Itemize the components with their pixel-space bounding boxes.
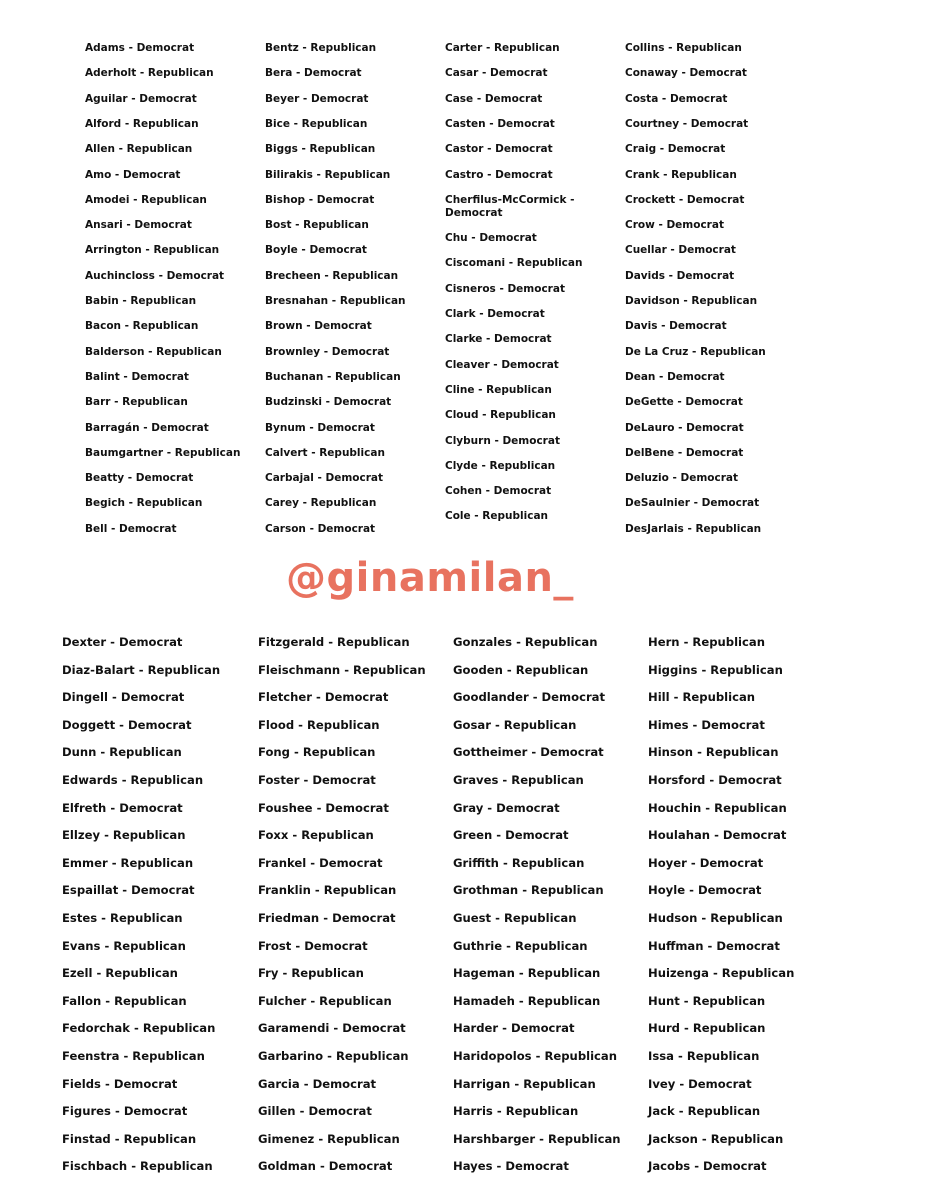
- list-item: Babin - Republican: [85, 295, 197, 307]
- list-item: DelBene - Democrat: [625, 446, 744, 459]
- list-item: Foster - Democrat: [258, 773, 376, 787]
- list-item: Craig - Democrat: [625, 143, 726, 156]
- list-item: Estes - Republican: [62, 911, 183, 925]
- list-item: Barr - Republican: [85, 396, 188, 409]
- list-item: Gottheimer - Democrat: [453, 745, 604, 760]
- list-item: Jackson - Republican: [648, 1131, 784, 1146]
- list-item: Ezell - Republican: [62, 966, 178, 981]
- list-item: Jacobs - Democrat: [648, 1159, 767, 1174]
- list-item: Emmer - Republican: [62, 855, 194, 870]
- list-item: Horsford - Democrat: [648, 773, 782, 787]
- list-item: Clarke - Democrat: [445, 333, 552, 346]
- list-item: Beyer - Democrat: [265, 92, 369, 105]
- list-item: Cherfilus-McCormick -: [445, 193, 575, 206]
- list-item: Evans - Republican: [62, 938, 186, 953]
- list-item: Budzinski - Democrat: [265, 396, 392, 409]
- list-item: Garbarino - Republican: [258, 1049, 409, 1063]
- list-item: Davids - Democrat: [625, 269, 735, 282]
- list-item: Cole - Republican: [445, 510, 549, 523]
- list-item: Huizenga - Republican: [648, 966, 795, 981]
- list-item: Cohen - Democrat: [445, 485, 552, 498]
- list-item: Clyde - Republican: [445, 459, 556, 472]
- list-item: Carson - Democrat: [265, 522, 376, 535]
- list-item: Bentz - Republican: [265, 42, 377, 54]
- list-item: Graves - Republican: [453, 773, 584, 787]
- list-item: Bell - Democrat: [85, 522, 177, 535]
- list-item: Foushee - Democrat: [258, 800, 389, 815]
- list-item: Barragán - Democrat: [85, 421, 209, 434]
- list-item: Bynum - Democrat: [265, 421, 375, 434]
- list-item: Allen - Republican: [85, 143, 193, 156]
- list-item: DeSaulnier - Democrat: [625, 497, 760, 510]
- list-item: Costa - Democrat: [625, 92, 728, 105]
- list-item: Guthrie - Republican: [453, 938, 588, 953]
- list-item: Goodlander - Democrat: [453, 690, 606, 705]
- list-item: Diaz-Balart - Republican: [62, 662, 221, 677]
- list-item: Cuellar - Democrat: [625, 244, 736, 257]
- list-item: Finstad - Republican: [62, 1131, 197, 1146]
- list-item: Cleaver - Democrat: [445, 358, 559, 371]
- list-item: Biggs - Republican: [265, 143, 376, 156]
- list-item: Balint - Democrat: [85, 370, 189, 383]
- list-item: Fulcher - Republican: [258, 993, 392, 1008]
- list-item: Espaillat - Democrat: [62, 883, 195, 898]
- list-item: Castor - Democrat: [445, 143, 553, 156]
- list-item: Clark - Democrat: [445, 308, 545, 320]
- list-item: Ciscomani - Republican: [445, 257, 583, 270]
- list-item: Ellzey - Republican: [62, 828, 186, 843]
- list-item: Fischbach - Republican: [62, 1159, 213, 1174]
- list-item: Arrington - Republican: [85, 244, 220, 257]
- list-item: Hoyle - Democrat: [648, 883, 762, 898]
- list-item: Cisneros - Democrat: [445, 282, 565, 295]
- list-item: Bice - Republican: [265, 117, 368, 130]
- list-item: Flood - Republican: [258, 717, 380, 732]
- list-item: Davidson - Republican: [625, 295, 758, 307]
- list-item: Begich - Republican: [85, 497, 203, 510]
- list-item: Hoyer - Democrat: [648, 855, 764, 870]
- list-item: Baumgartner - Republican: [85, 446, 241, 459]
- list-item: Courtney - Democrat: [625, 117, 749, 130]
- list-item: Hill - Republican: [648, 690, 756, 705]
- list-item: Fletcher - Democrat: [258, 690, 389, 705]
- list-item: Casten - Democrat: [445, 117, 555, 130]
- list-item: Democrat: [445, 206, 503, 219]
- list-item: Bilirakis - Republican: [265, 168, 391, 181]
- list-item: Hageman - Republican: [453, 966, 601, 981]
- list-item: Issa - Republican: [648, 1049, 760, 1063]
- list-item: Gooden - Republican: [453, 662, 589, 677]
- list-item: Crank - Republican: [625, 168, 737, 181]
- list-item: Crockett - Democrat: [625, 193, 745, 206]
- list-item: Brownley - Democrat: [265, 345, 390, 358]
- list-item: Frost - Democrat: [258, 938, 368, 953]
- list-item: Amodei - Republican: [85, 193, 207, 206]
- list-item: Hudson - Republican: [648, 911, 783, 925]
- list-item: Fry - Republican: [258, 966, 364, 981]
- list-item: Harshbarger - Republican: [453, 1131, 621, 1146]
- list-item: Calvert - Republican: [265, 446, 385, 459]
- list-item: Bacon - Republican: [85, 320, 199, 333]
- list-item: Dean - Democrat: [625, 370, 725, 383]
- list-item: Aguilar - Democrat: [85, 92, 197, 105]
- list-item: Fitzgerald - Republican: [258, 635, 410, 649]
- list-item: Crow - Democrat: [625, 219, 724, 232]
- list-item: Edwards - Republican: [62, 773, 204, 787]
- list-item: Franklin - Republican: [258, 883, 397, 898]
- list-item: Himes - Democrat: [648, 717, 765, 732]
- list-item: Brecheen - Republican: [265, 269, 399, 282]
- list-item: Dingell - Democrat: [62, 690, 185, 705]
- list-item: Doggett - Democrat: [62, 717, 192, 732]
- list-item: Fields - Democrat: [62, 1076, 178, 1091]
- list-item: Ivey - Democrat: [648, 1076, 752, 1091]
- list-item: DeGette - Democrat: [625, 396, 743, 409]
- list-item: Hurd - Republican: [648, 1021, 766, 1036]
- list-item: Castro - Democrat: [445, 168, 553, 181]
- list-item: Boyle - Democrat: [265, 244, 367, 257]
- list-item: Bera - Democrat: [265, 67, 362, 80]
- list-item: Chu - Democrat: [445, 232, 537, 245]
- list-item: Hunt - Republican: [648, 993, 766, 1008]
- list-item: Case - Democrat: [445, 92, 543, 105]
- list-item: Carey - Republican: [265, 497, 377, 510]
- list-item: Brown - Democrat: [265, 320, 372, 333]
- list-item: De La Cruz - Republican: [625, 345, 766, 358]
- list-item: Buchanan - Republican: [265, 370, 401, 383]
- list-item: Casar - Democrat: [445, 67, 548, 80]
- list-item: Bost - Republican: [265, 219, 369, 232]
- list-item: Deluzio - Democrat: [625, 472, 739, 485]
- list-item: Amo - Democrat: [85, 168, 181, 181]
- list-item: Guest - Republican: [453, 911, 577, 925]
- list-item: Figures - Democrat: [62, 1104, 188, 1119]
- list-item: Adams - Democrat: [85, 42, 195, 54]
- list-item: Green - Democrat: [453, 828, 569, 843]
- list-item: Griffith - Republican: [453, 855, 585, 870]
- list-item: Houlahan - Democrat: [648, 828, 787, 843]
- list-item: Harder - Democrat: [453, 1021, 575, 1036]
- list-item: Fallon - Republican: [62, 993, 187, 1008]
- list-item: Cline - Republican: [445, 383, 552, 396]
- list-item: Houchin - Republican: [648, 800, 787, 815]
- list-item: Balderson - Republican: [85, 345, 222, 358]
- list-item: Davis - Democrat: [625, 320, 727, 333]
- list-item: Aderholt - Republican: [85, 67, 214, 80]
- list-item: Haridopolos - Republican: [453, 1049, 618, 1063]
- list-item: Dexter - Democrat: [62, 635, 183, 649]
- list-item: Bresnahan - Republican: [265, 295, 406, 307]
- list-item: Hern - Republican: [648, 635, 765, 649]
- list-item: Bishop - Democrat: [265, 193, 375, 206]
- list-item: Hamadeh - Republican: [453, 993, 601, 1008]
- list-item: Conaway - Democrat: [625, 67, 747, 80]
- list-item: Fedorchak - Republican: [62, 1021, 216, 1036]
- list-item: Harris - Republican: [453, 1104, 579, 1119]
- list-item: Garcia - Democrat: [258, 1076, 377, 1091]
- list-item: Hinson - Republican: [648, 745, 779, 760]
- list-item: Higgins - Republican: [648, 662, 783, 677]
- list-item: Hayes - Democrat: [453, 1159, 569, 1174]
- list-item: Gonzales - Republican: [453, 635, 598, 649]
- list-item: Foxx - Republican: [258, 828, 374, 843]
- list-item: Carter - Republican: [445, 42, 560, 54]
- list-item: Carbajal - Democrat: [265, 472, 384, 485]
- list-item: Fleischmann - Republican: [258, 662, 426, 677]
- list-item: Ansari - Democrat: [85, 219, 192, 232]
- list-item: Jack - Republican: [648, 1104, 761, 1119]
- list-item: Dunn - Republican: [62, 745, 182, 760]
- list-item: Grothman - Republican: [453, 883, 604, 898]
- list-item: Harrigan - Republican: [453, 1076, 596, 1091]
- list-item: Auchincloss - Democrat: [85, 269, 225, 282]
- list-item: Gosar - Republican: [453, 717, 577, 732]
- list-item: Alford - Republican: [85, 117, 199, 130]
- list-item: Clyburn - Democrat: [445, 434, 560, 447]
- list-item: Goldman - Democrat: [258, 1159, 393, 1174]
- list-item: Friedman - Democrat: [258, 911, 396, 925]
- watermark-handle: @ginamilan_: [286, 555, 574, 601]
- list-item: Collins - Republican: [625, 42, 742, 54]
- list-item: Huffman - Democrat: [648, 938, 780, 953]
- list-item: DeLauro - Democrat: [625, 421, 744, 434]
- list-item: Elfreth - Democrat: [62, 800, 183, 815]
- list-item: Cloud - Republican: [445, 409, 556, 422]
- list-item: Fong - Republican: [258, 745, 376, 760]
- list-item: Gillen - Democrat: [258, 1104, 372, 1119]
- list-item: Gray - Democrat: [453, 800, 560, 815]
- list-item: DesJarlais - Republican: [625, 522, 762, 535]
- list-item: Beatty - Democrat: [85, 472, 194, 485]
- list-item: Frankel - Democrat: [258, 855, 383, 870]
- list-item: Garamendi - Democrat: [258, 1021, 406, 1036]
- list-item: Feenstra - Republican: [62, 1049, 205, 1063]
- list-item: Gimenez - Republican: [258, 1131, 400, 1146]
